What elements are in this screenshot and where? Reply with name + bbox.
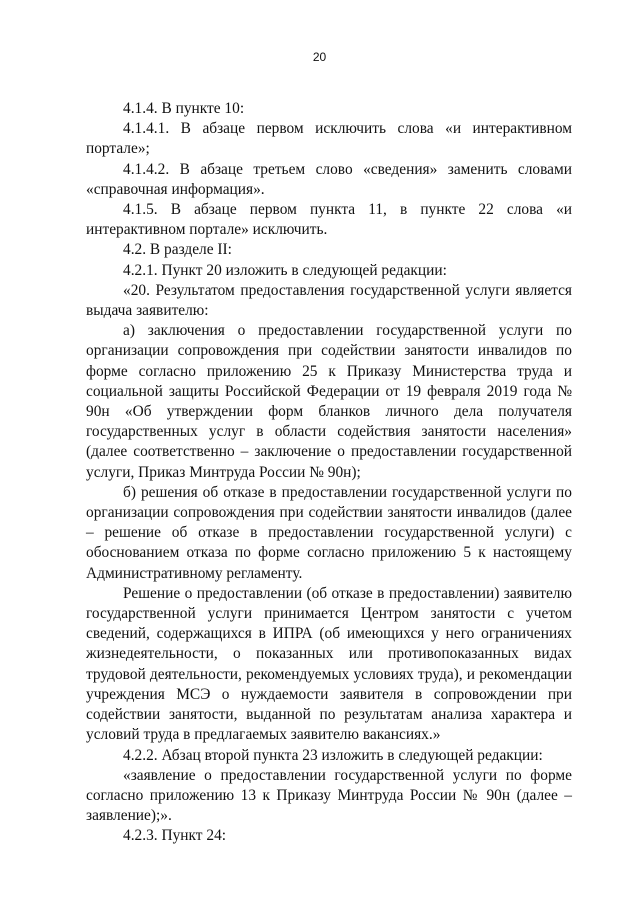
paragraph-application: «заявление о предоставлении государственной услуги по форме согласно приложению 13 к Приказу Минтруда России № 90н (далее – заявление);». (86, 766, 572, 825)
paragraph-4-2-3: 4.2.3. Пункт 24: (123, 827, 227, 845)
paragraph-4-2-1: 4.2.1. Пункт 20 изложить в следующей редакции: (123, 261, 447, 279)
paragraph-4-1-5: 4.1.5. В абзаце первом пункта 11, в пункте 22 слова «и интерактивном портале» исключить. (86, 201, 572, 239)
paragraph-decision: Решение о предоставлении (об отказе в предоставлении) заявителю государственной услуги принимается Центром занятости с учетом сведений, содержащихся в ИПРА (об имеющихся у него ограничениях жизнедеятельности, о показанных или противопоказанных видах трудовой деятельности, рекомендуемых условиях труда), и рекомендации учреждения МСЭ о нуждаемости заявителя в сопровождении при содействии занятости, выданной по результатам анализа характера и условий труда в предлагаемых заявителю вакансиях.» (86, 584, 572, 744)
document-body (86, 99, 572, 847)
paragraph-4-2-2: 4.2.2. Абзац второй пункта 23 изложить в следующей редакции: (123, 746, 543, 764)
paragraph-item-20-a: а) заключения о предоставлении государственной услуги по организации сопровождения при содействии занятости инвалидов по форме согласно приложению 25 к Приказу Министерства труда и социальной защиты Российской Федерации от 19 февраля 2019 года № 90н «Об утверждении форм бланков личного дела получателя государственных услуг в области содействия занятости населения» (далее соответственно – заключение о предоставлении государственной услуги, Приказ Минтруда России № 90н); (86, 322, 572, 481)
paragraph-4-1-4: 4.1.4. В пункте 10: (123, 100, 245, 117)
page-number: 20 (312, 50, 327, 64)
paragraph-4-1-4-1: 4.1.4.1. В абзаце первом исключить слова «и интерактивном портале»; (86, 120, 572, 158)
paragraph-4-1-4-2: 4.1.4.2. В абзаце третьем слово «сведения» заменить словами «справочная информация». (86, 160, 572, 198)
paragraph-item-20-b: б) решения об отказе в предоставлении государственной услуги по организации сопровождения при содействии занятости инвалидов (далее – решение об отказе в предоставлении государственной услуги) с обоснованием отказа по форме согласно приложению 5 к настоящему Административному регламенту. (86, 483, 572, 582)
paragraph-4-2: 4.2. В разделе II: (123, 241, 232, 259)
paragraph-item-20: «20. Результатом предоставления государственной услуги является выдача заявителю: (86, 281, 572, 320)
